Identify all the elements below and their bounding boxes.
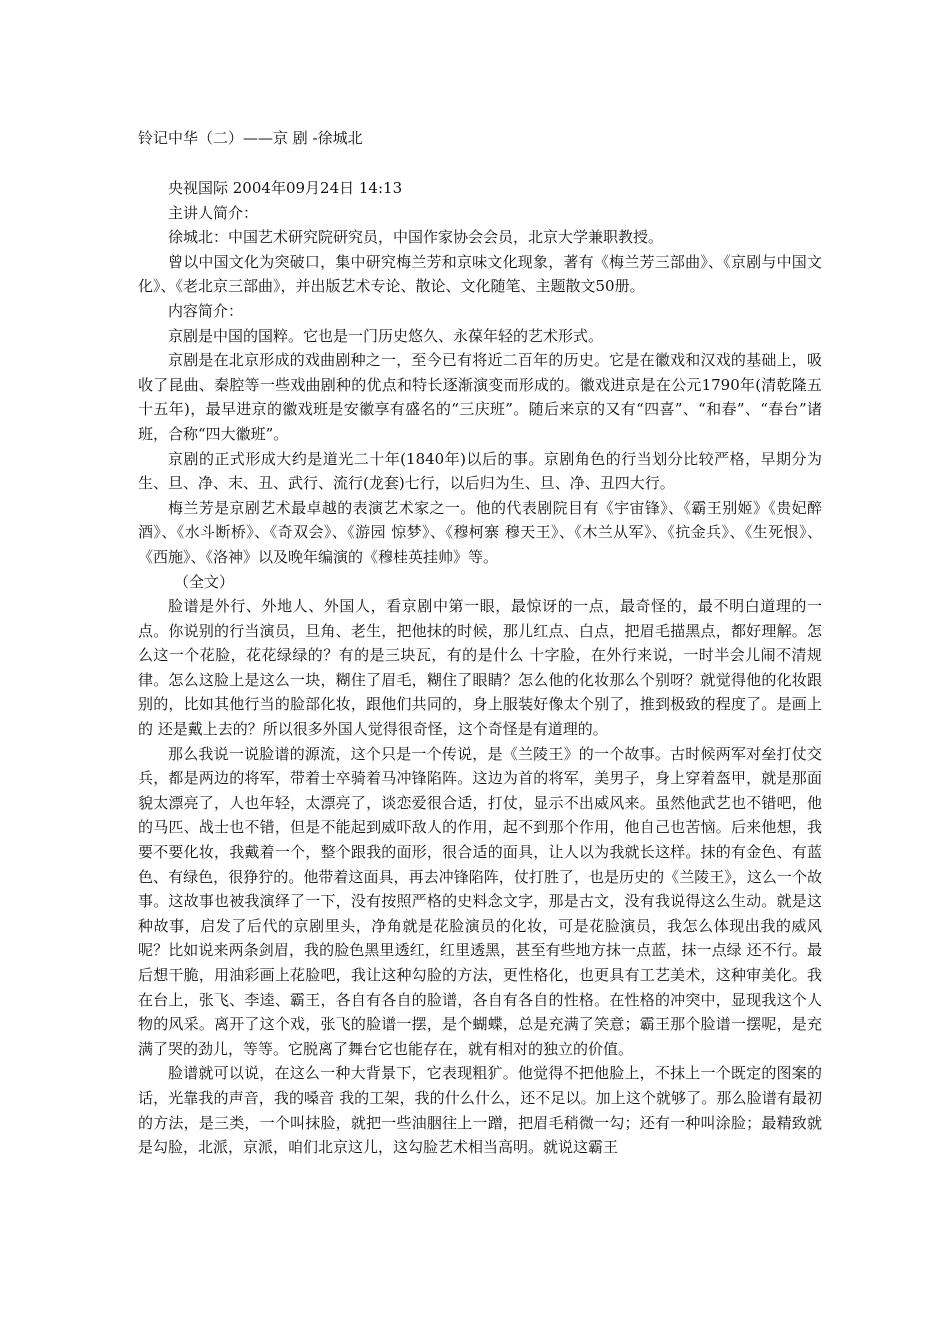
speaker-bio: 徐城北：中国艺术研究院研究员，中国作家协会会员，北京大学兼职教授。 (168, 228, 664, 247)
intro-paragraph: 京剧的正式形成大约是道光二十年(1840年)以后的事。京剧角色的行当划分比较严格，早期分为生、旦、净、末、丑、武行、流行(龙套)七行，以后归为生、旦、净、丑四大行。 (138, 449, 822, 493)
intro-paragraph: 京剧是在北京形成的戏曲剧种之一，至今已有将近二百年的历史。它是在徽戏和汉戏的基础上，吸收了昆曲、秦腔等一些戏曲剧种的优点和特长逐渐演变而形成的。徽戏进京是在公元1790年(清乾隆五十五年)，最早进京的徽戏班是安徽享有盛名的“三庆班”。随后来京的又有“四喜”、“和春”、“春台”诸班，合称“四大徽班”。 (138, 351, 822, 443)
content-heading: 内容简介： (168, 301, 244, 320)
intro-paragraph: 梅兰芳是京剧艺术最卓越的表演艺术家之一。他的代表剧院目有《宇宙锋》、《霸王别姬》《贵妃醉酒》、《水斗断桥》、《奇双会》、《游园 惊梦》、《穆柯寨 穆天王》、《木兰从军》、《抗金兵》、《生死恨》、《西施》、《洛神》以及晚年编演的《穆桂英挂帅》等。 (138, 498, 822, 566)
broadcast-meta: 央视国际 2004年09月24日 14:13 (168, 179, 403, 197)
fulltext-paragraph: 脸谱就可以说，在这么一种大背景下，它表现粗犷。他觉得不把他脸上，不抹上一个既定的图案的话，光靠我的声音，我的嗓音 我的工架，我的什么什么，还不足以。加上这个就够了。那么脸谱有最初的方法，是三类，一个叫抹脸，就把一些油胭往上一蹭，把眉毛稍微一勾；还有一种叫涂脸；最精致就是勾脸，北派，京派，咱们北京这儿，这勾脸艺术相当高明。就说这霸王 (138, 1064, 822, 1157)
fulltext-paragraph: 那么我说一说脸谱的源流，这个只是一个传说，是《兰陵王》的一个故事。古时候两军对垒打仗交兵，都是两边的将军，带着士卒骑着马冲锋陷阵。这边为首的将军，美男子，身上穿着盔甲，就是那面貌太漂亮了，人也年轻，太漂亮了，谈恋爱很合适，打仗，显示不出威风来。虽然他武艺也不错吧，他的马匹、战士也不错，但是不能起到威吓敌人的作用，起不到那个作用，他自己也苦恼。后来他想，我要不要化妆，我戴着一个，整个跟我的面形，很合适的面具，让人以为我就长这样。抹的有金色、有蓝色、有绿色，很狰狞的。他带着这面具，再去冲锋陷阵，仗打胜了，也是历史的《兰陵王》，这么一个故事。这故事也被我演绎了一下，没有按照严格的史料念文字，那是古文，没有我说得这么生动。就是这种故事，启发了后代的京剧里头，净角就是花脸演员的化妆，可是花脸演员，我怎么体现出我的威风呢？比如说来两条剑眉，我的脸色黑里透红，红里透黑，甚至有些地方抹一点蓝，抹一点绿 还不行。最后想干脆，用油彩画上花脸吧，我让这种勾脸的方法，更性格化，也更具有工艺美术，这种审美化。我在台上，张飞、李逵、霸王，各自有各自的脸谱，各自有各自的性格。在性格的冲突中，显现我这个人物的风采。离开了这个戏，张飞的脸谱一摆，是个蝴蝶，总是充满了笑意；霸王那个脸谱一摆呢，是充满了哭的劲儿，等等。它脱离了舞台它也能存在，就有相对的独立的价值。 (138, 744, 822, 1058)
intro-paragraph: 京剧是中国的国粹。它也是一门历史悠久、永葆年轻的艺术形式。 (168, 326, 604, 345)
fulltext-label: （全文） (174, 572, 235, 591)
fulltext-paragraph: 脸谱是外行、外地人、外国人，看京剧中第一眼，最惊讶的一点，最奇怪的，最不明白道理的一点。你说别的行当演员，旦角、老生，把他抹的时候，那儿红点、白点，把眉毛描黑点，都好理解。怎么这一个花脸，花花绿绿的？有的是三块瓦，有的是什么 十字脸，在外行来说，一时半会儿闹不清规律。怎么这脸上是这么一块，糊住了眉毛，糊住了眼睛？怎么他的化妆那么个别呀？就觉得他的化妆跟别的，比如其他行当的脸部化妆，跟他们共同的，身上服装好像太个别了，推到极致的程度了。是画上的 还是戴上去的？所以很多外国人觉得很奇怪，这个奇怪是有道理的。 (138, 597, 822, 739)
speaker-works: 曾以中国文化为突破口，集中研究梅兰芳和京味文化现象，著有《梅兰芳三部曲》、《京剧与中国文化》、《老北京三部曲》，并出版艺术专论、散论、文化随笔、主题散文50册。 (138, 252, 822, 296)
speaker-heading: 主讲人简介： (168, 203, 259, 222)
document-body (138, 176, 822, 1160)
document-title: 铃记中华（二）——京 剧 -徐城北 (138, 129, 363, 147)
